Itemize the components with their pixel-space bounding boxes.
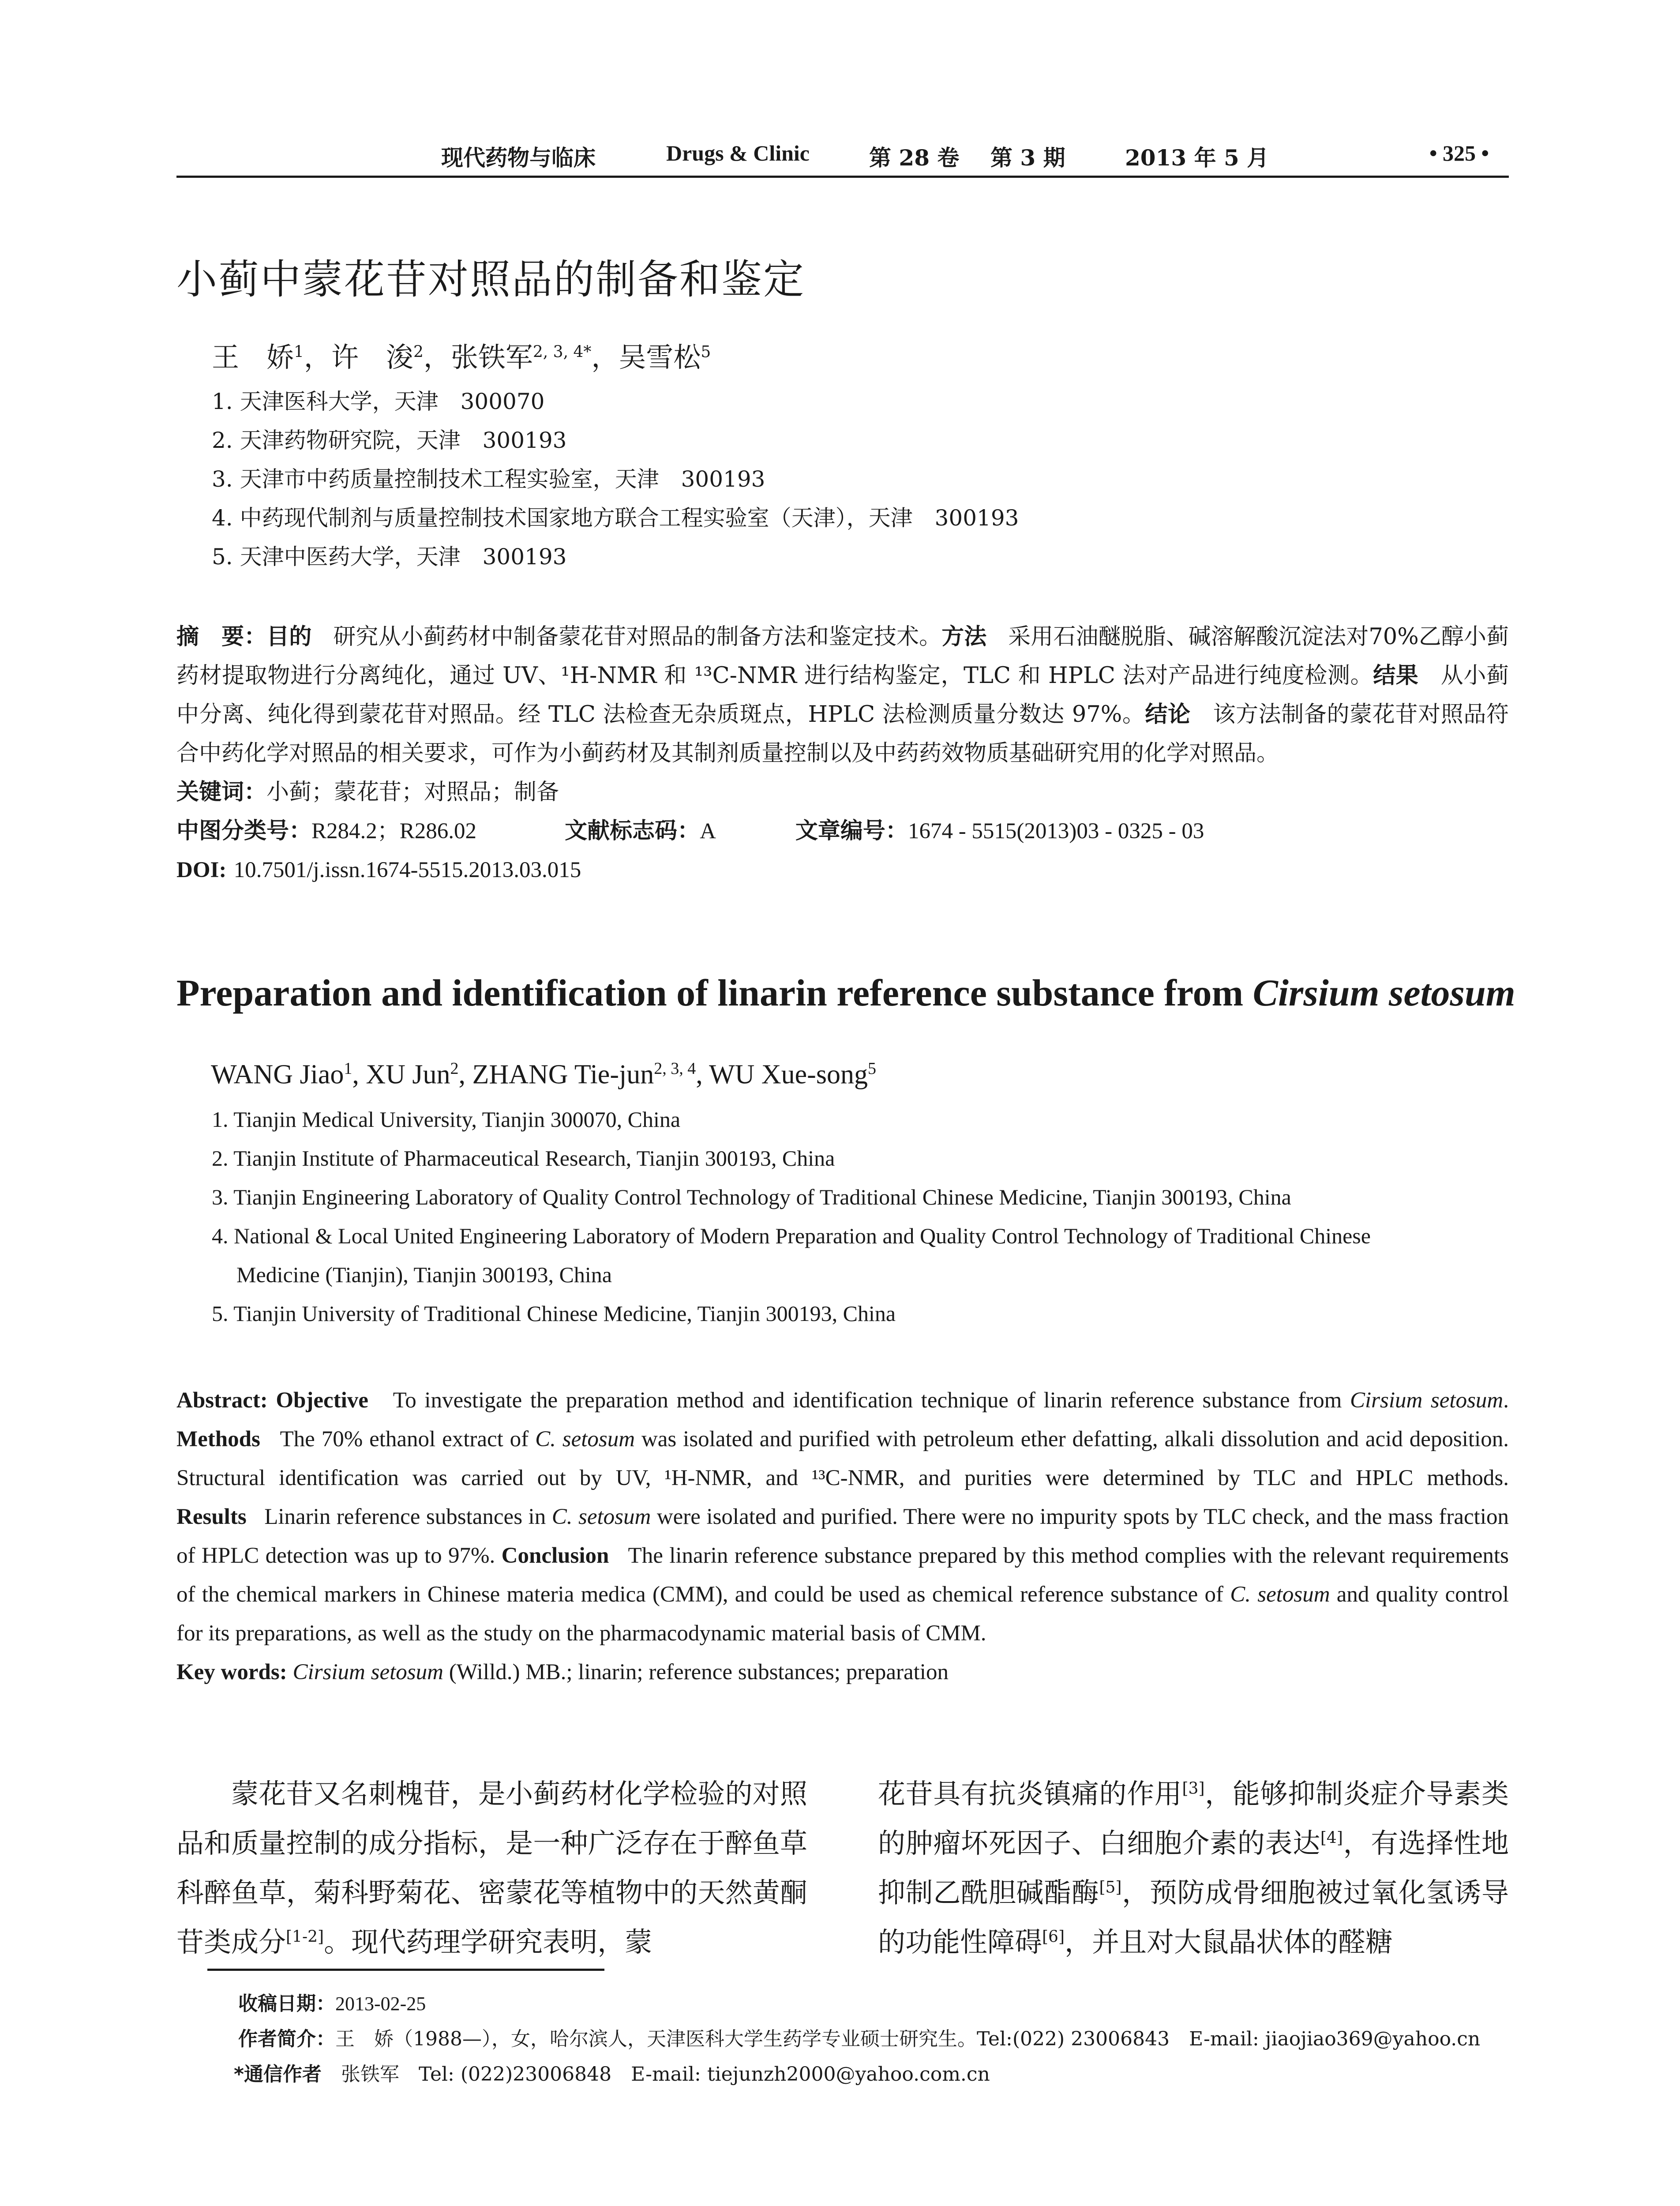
keywords-en <box>176 1653 1509 1692</box>
classification-line <box>176 812 1509 851</box>
article-no-label: 文章编号： <box>795 818 908 844</box>
results-en-text: Linarin reference substances in <box>264 1504 552 1529</box>
author-name: XU Jun <box>366 1059 450 1090</box>
objective-label: 目的 <box>266 624 312 650</box>
article-no-value: 1674 - 5515(2013)03 - 0325 - 03 <box>908 819 1204 844</box>
page-number: • 325 • <box>1429 141 1489 165</box>
corresponding-label: *通信作者 <box>234 2063 322 2086</box>
methods-en-label: Methods <box>176 1427 260 1452</box>
author-sup: 1 <box>294 343 304 361</box>
body-text: 蒙花苷又名刺槐苷，是小蓟药材化学检验的对照品和质量控制的成分指标，是一种广泛存在于醉鱼草科醉鱼草，菊科野菊花、密蒙花等植物中的天然黄酮苷类成分 <box>176 1778 807 1958</box>
body-text: ，并且对大鼠晶状体的醛糖 <box>1065 1926 1393 1958</box>
author-sup: 2 <box>450 1059 459 1078</box>
received-date <box>238 1988 426 2016</box>
species-italic: C. setosum <box>551 1504 651 1529</box>
results-en-label: Results <box>176 1504 247 1529</box>
abstract-label: 摘 要： <box>176 624 267 650</box>
methods-text: 采用石油醚脱脂、碱溶解酸沉淀法对70%乙醇小蓟药材提取物进行分离纯化，通过 UV、¹H-NMR 和 ¹³C-NMR 进行结构鉴定，TLC 和 HPLC 法对产品进行纯度检测。 <box>176 624 1509 689</box>
conclusion-en-label: Conclusion <box>501 1543 609 1568</box>
title-en-main: Preparation and identification of linarin reference substance from <box>176 972 1253 1014</box>
results-en-text: were isolated and purified. There were no impurity spots by TLC check, and the mass fraction of HPLC detection was up to 97%. <box>176 1504 1509 1568</box>
doi-value[interactable]: 10.7501/j.issn.1674-5515.2013.03.015 <box>233 858 581 882</box>
body-text: ，能够抑制炎症介导素类的肿瘤坏死因子、白细胞介素的表达 <box>878 1778 1509 1859</box>
conclusion-en-text: The linarin reference substance prepared by this method complies with the relevant requirements of the chemical markers in Chinese materia medica (CMM), and could be used as chemical reference substance of <box>176 1543 1509 1607</box>
doc-code-label: 文献标志码： <box>565 818 700 844</box>
clc-value: R284.2；R286.02 <box>311 819 477 844</box>
doi-label: DOI: <box>176 858 227 882</box>
author-sup: 5 <box>867 1059 876 1078</box>
abstract-en: Abstract: Objective To investigate the preparation method and identification technique of linarin reference substance from Cirsium setosum. Methods The 70% ethanol extract of C. setosum was isolated and purified with petroleum ether defatting, alkali dissolution and acid deposition. Structural identification was carried out by UV, ¹H-NMR, and ¹³C-NMR, and purities were determined by TLC and HPLC methods. Results Linarin reference substances in C. setosum were isolated and purified. There were no impurity spots by TLC check, and the mass fraction of HPLC detection was up to 97%. Conclusion The linarin reference substance prepared by this method complies with the relevant requirements of the chemical markers in Chinese materia medica (CMM), and could be used as chemical reference substance of C. setosum and quality control for its preparations, as well as the study on the pharmacodynamic material basis of CMM. Key words: Cirsium setosum (Willd.) MB.; linarin; reference substances; preparation <box>176 1381 1509 1692</box>
title-zh: 小蓟中蒙花苷对照品的制备和鉴定 <box>176 256 806 303</box>
citation[interactable]: [6] <box>1042 1928 1065 1946</box>
author-sup: 2, 3, 4* <box>532 343 592 361</box>
affiliation-en: 5. Tianjin University of Traditional Chinese Medicine, Tianjin 300193, China <box>212 1301 896 1326</box>
doi-line <box>176 851 1509 889</box>
abstract-zh <box>176 618 1509 889</box>
title-en-species: Cirsium setosum <box>1252 972 1515 1014</box>
conclusion-text: 该方法制备的蒙花苷对照品符合中药化学对照品的相关要求，可作为小蓟药材及其制剂质量控制以及中药药效物质基础研究用的化学对照品。 <box>176 702 1509 766</box>
issue: 第 3 期 <box>990 145 1065 171</box>
journal-name-zh: 现代药物与临床 <box>441 145 596 171</box>
received-value: 2013-02-25 <box>335 1993 426 2015</box>
author-bio-text: 王 娇（1988—），女，哈尔滨人，天津医科大学生药学专业硕士研究生。Tel:(022) 23006843 E-mail: jiaojiao369@yahoo.cn <box>335 2028 1481 2050</box>
footnote-rule <box>207 1969 604 1971</box>
conclusion-label: 结论 <box>1145 702 1191 728</box>
species-italic: Cirsium setosum <box>1350 1388 1504 1413</box>
keywords-zh <box>176 773 1509 812</box>
methods-label: 方法 <box>941 624 987 650</box>
clc-label: 中图分类号： <box>176 818 312 844</box>
affiliation-en: 4. National & Local United Engineering Laboratory of Modern Preparation and Quality Control Technology of Traditional Chinese <box>212 1223 1371 1248</box>
objective-text: 研究从小蓟药材中制备蒙花苷对照品的制备方法和鉴定技术。 <box>333 624 942 650</box>
author-sup: 5 <box>701 343 711 361</box>
affiliation-zh: 2. 天津药物研究院，天津 300193 <box>212 428 567 453</box>
title-en <box>176 971 1515 1015</box>
corresponding-text: 张铁军 Tel: (022)23006848 E-mail: tiejunzh2000@yahoo.com.cn <box>322 2063 990 2086</box>
author-name: WU Xue-song <box>709 1059 868 1090</box>
doc-code-value: A <box>700 819 716 844</box>
methods-en-text: was isolated and purified with petroleum ether defatting, alkali dissolution and acid deposition. Structural identification was carried out by UV, ¹H-NMR, and ¹³C-NMR, and purities were determined by TLC and HPLC methods. <box>176 1427 1509 1490</box>
corresponding-author <box>234 2058 990 2086</box>
conclusion-en-text: and quality control for its preparations, as well as the study on the pharmacodynamic material basis of CMM. <box>176 1582 1509 1646</box>
author-name: 吴雪松 <box>619 341 701 373</box>
running-header <box>176 140 1509 176</box>
keywords-text: 小蓟；蒙花苷；对照品；制备 <box>266 779 559 805</box>
author-name: 许 浚 <box>331 341 413 373</box>
keywords-en-species: Cirsium setosum <box>292 1660 443 1685</box>
citation[interactable]: [1-2] <box>286 1928 324 1946</box>
affiliation-en: 1. Tianjin Medical University, Tianjin 300070, China <box>212 1107 681 1132</box>
objective-en-label: Objective <box>276 1388 368 1413</box>
affiliation-en: 2. Tianjin Institute of Pharmaceutical Research, Tianjin 300193, China <box>212 1146 835 1171</box>
author-bio <box>238 2023 1480 2051</box>
keywords-en-label: Key words: <box>176 1660 287 1685</box>
journal-name-en: Drugs & Clinic <box>666 141 810 165</box>
author-sup: 2, 3, 4 <box>654 1059 696 1078</box>
author-bio-label: 作者简介： <box>238 2028 335 2050</box>
affiliation-en-cont: Medicine (Tianjin), Tianjin 300193, China <box>236 1262 612 1287</box>
affiliation-zh: 4. 中药现代制剂与质量控制技术国家地方联合工程实验室（天津），天津 300193 <box>212 505 1019 531</box>
body-text: 。现代药理学研究表明，蒙 <box>324 1926 652 1958</box>
methods-en-text: The 70% ethanol extract of <box>280 1427 536 1452</box>
header-rule <box>176 176 1509 178</box>
author-name: 张铁军 <box>450 341 533 373</box>
citation[interactable]: [4] <box>1320 1829 1343 1847</box>
results-label: 结果 <box>1373 663 1419 689</box>
issue-date: 2013 年 5 月 <box>1125 145 1269 171</box>
author-name: 王 娇 <box>212 341 294 373</box>
authors-zh: 王 娇$^1$，许 浚$^2$，张铁军$^{2, 3, 4*}$，吴雪松$^5$ <box>212 341 711 373</box>
objective-en-text: To investigate the preparation method and identification technique of linarin reference substance from <box>393 1388 1350 1413</box>
author-sup: 2 <box>413 343 424 361</box>
body-column-left <box>176 1769 807 1967</box>
species-italic: C. setosum <box>1230 1582 1330 1607</box>
keywords-label: 关键词： <box>176 779 267 805</box>
affiliation-zh: 5. 天津中医药大学，天津 300193 <box>212 544 567 570</box>
author-name: WANG Jiao <box>211 1059 344 1090</box>
citation[interactable]: [5] <box>1099 1878 1122 1897</box>
affiliation-en: 3. Tianjin Engineering Laboratory of Quality Control Technology of Traditional Chinese Medicine, Tianjin 300193, China <box>212 1185 1291 1209</box>
citation[interactable]: [3] <box>1182 1779 1205 1798</box>
authors-en: WANG Jiao$^1$, XU Jun$^2$, ZHANG Tie-jun$^{2, 3, 4}$, WU Xue-song$^5$ <box>211 1059 876 1090</box>
body-column-right <box>878 1769 1509 1967</box>
results-text: 从小蓟中分离、纯化得到蒙花苷对照品。经 TLC 法检查无杂质斑点，HPLC 法检测质量分数达 97%。 <box>176 663 1509 728</box>
affiliation-zh: 1. 天津医科大学，天津 300070 <box>212 389 545 414</box>
body-text: ，预防成骨细胞被过氧化氢诱导的功能性障碍 <box>878 1876 1509 1958</box>
author-name: ZHANG Tie-jun <box>472 1059 654 1090</box>
received-label: 收稿日期： <box>238 1992 335 2015</box>
author-sup: 1 <box>344 1059 352 1078</box>
abstract-en-label: Abstract: <box>176 1388 268 1413</box>
affiliation-zh: 3. 天津市中药质量控制技术工程实验室，天津 300193 <box>212 466 765 492</box>
body-text: ，有选择性地抑制乙酰胆碱酯酶 <box>878 1827 1509 1909</box>
species-italic: C. setosum <box>535 1427 635 1452</box>
volume: 第 28 卷 <box>869 145 960 171</box>
body-text: 花苷具有抗炎镇痛的作用 <box>878 1778 1182 1810</box>
keywords-en-text: (Willd.) MB.; linarin; reference substances; preparation <box>443 1660 949 1685</box>
